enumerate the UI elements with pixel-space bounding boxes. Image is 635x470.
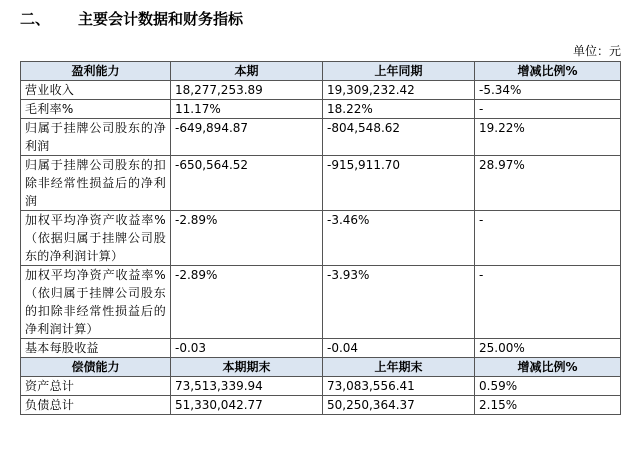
current-value: -0.03 (171, 339, 323, 358)
current-value: -2.89% (171, 266, 323, 339)
current-value: -2.89% (171, 211, 323, 266)
section-title: 主要会计数据和财务指标 (78, 10, 244, 28)
prior-value: -3.46% (323, 211, 475, 266)
change-value: - (475, 211, 621, 266)
prior-value: 18.22% (323, 100, 475, 119)
table-row (21, 100, 621, 119)
header-cell: 盈利能力 (21, 62, 171, 81)
solvency-header-row (21, 358, 621, 377)
header-cell: 本期期末 (171, 358, 323, 377)
section-heading (20, 8, 243, 29)
header-cell: 上年同期 (323, 62, 475, 81)
header-cell: 增减比例% (475, 62, 621, 81)
prior-value: 73,083,556.41 (323, 377, 475, 396)
table-row (21, 377, 621, 396)
header-cell: 增减比例% (475, 358, 621, 377)
change-value: 2.15% (475, 396, 621, 415)
table-row (21, 396, 621, 415)
table-row (21, 211, 621, 266)
table-row (21, 266, 621, 339)
unit-label: 单位：元 (572, 44, 621, 58)
prior-value: 19,309,232.42 (323, 81, 475, 100)
prior-value: -3.93% (323, 266, 475, 339)
row-label: 归属于挂牌公司股东的净利润 (21, 119, 171, 156)
change-value: - (475, 266, 621, 339)
row-label: 营业收入 (21, 81, 171, 100)
current-value: 18,277,253.89 (171, 81, 323, 100)
table-row (21, 156, 621, 211)
current-value: -650,564.52 (171, 156, 323, 211)
financial-indicators-table (20, 61, 621, 415)
table-row (21, 339, 621, 358)
change-value: 25.00% (475, 339, 621, 358)
current-value: 73,513,339.94 (171, 377, 323, 396)
current-value: -649,894.87 (171, 119, 323, 156)
section-number: 二、 (20, 10, 51, 28)
prior-value: -0.04 (323, 339, 475, 358)
current-value: 11.17% (171, 100, 323, 119)
row-label: 归属于挂牌公司股东的扣除非经常性损益后的净利润 (21, 156, 171, 211)
row-label: 基本每股收益 (21, 339, 171, 358)
change-value: 0.59% (475, 377, 621, 396)
profitability-header-row (21, 62, 621, 81)
row-label: 毛利率% (21, 100, 171, 119)
prior-value: -804,548.62 (323, 119, 475, 156)
table-row (21, 81, 621, 100)
header-cell: 上年期末 (323, 358, 475, 377)
table-row (21, 119, 621, 156)
change-value: - (475, 100, 621, 119)
row-label: 负债总计 (21, 396, 171, 415)
header-cell: 偿债能力 (21, 358, 171, 377)
change-value: 19.22% (475, 119, 621, 156)
change-value: 28.97% (475, 156, 621, 211)
header-cell: 本期 (171, 62, 323, 81)
row-label: 加权平均净资产收益率%（依归属于挂牌公司股东的扣除非经常性损益后的净利润计算） (21, 266, 171, 339)
change-value: -5.34% (475, 81, 621, 100)
row-label: 加权平均净资产收益率%（依据归属于挂牌公司股东的净利润计算） (21, 211, 171, 266)
prior-value: 50,250,364.37 (323, 396, 475, 415)
row-label: 资产总计 (21, 377, 171, 396)
prior-value: -915,911.70 (323, 156, 475, 211)
current-value: 51,330,042.77 (171, 396, 323, 415)
